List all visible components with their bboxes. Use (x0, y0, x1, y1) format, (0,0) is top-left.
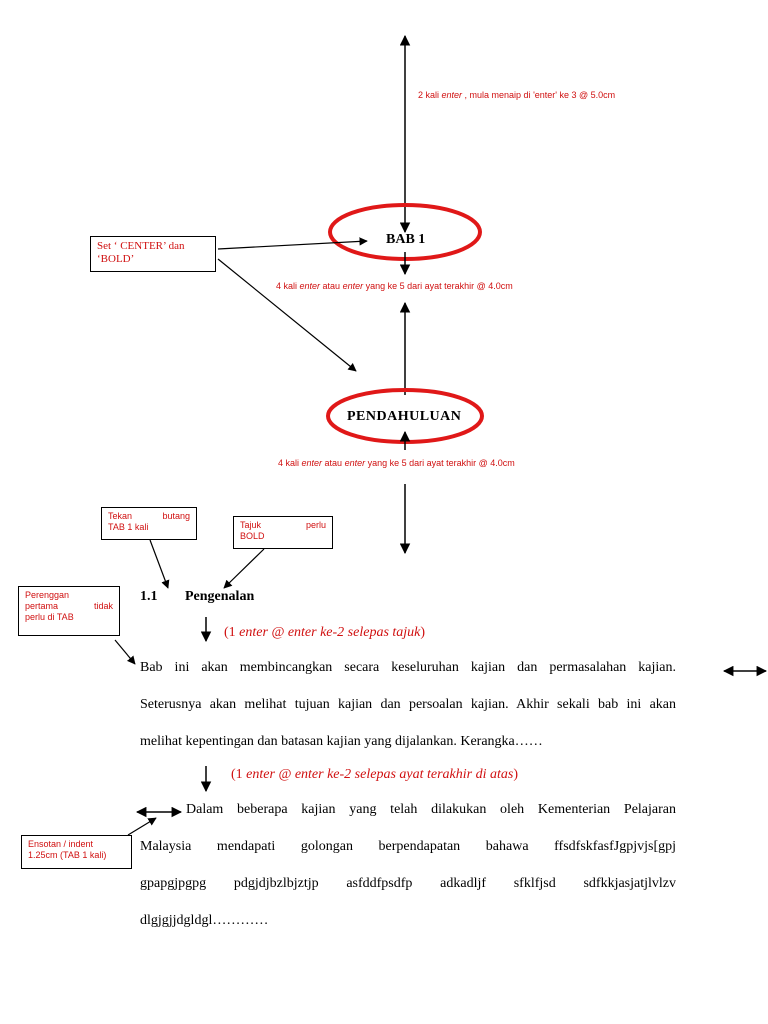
indent-box-line1: Ensotan / indent (28, 839, 94, 849)
bold-box-arrow (224, 549, 264, 588)
paragraph-2-line: Dalam beberapa kajian yang telah dilakukan oleh Kementerian Pelajaran (186, 802, 676, 817)
note-bab-middle: atau (320, 281, 343, 291)
bold-instruction-box (233, 516, 333, 549)
note-title-middle: atau (322, 458, 345, 468)
paragraph-1-line: Seterusnya akan melihat tujuan kajian dan persoalan kajian. Akhir sekali bab ini akan (140, 697, 676, 712)
first-para-box-line2: pertama tidak (25, 601, 113, 611)
top-margin-note (418, 90, 615, 100)
center-bold-box (90, 236, 216, 272)
note-title-italic2: enter (344, 458, 366, 468)
instr2-open: (1 (231, 767, 247, 782)
section-number: 1.1 (140, 589, 158, 604)
note-bab-italic1: enter (299, 281, 321, 291)
tab-box-arrow (150, 540, 168, 588)
note-bab-prefix: 4 kali (276, 281, 300, 291)
section-title: Pengenalan (185, 589, 255, 604)
paragraph-2-line: gpapgjpgpg pdgjdjbzlbjztjp asfddfpsdfp adkadljf sfklfjsd sdfkkjasjatjlvlzv (140, 876, 676, 891)
note-title-suffix: yang ke 5 dari ayat terakhir @ 4.0cm (365, 458, 515, 468)
first-para-box-arrow (115, 640, 135, 664)
paragraph-1-line: melihat kepentingan dan batasan kajian yang dijalankan. Kerangka…… (140, 734, 543, 749)
paragraph-1 (140, 649, 676, 760)
tab-instruction-box (101, 507, 197, 540)
top-note-prefix: 2 kali (418, 90, 442, 100)
first-para-box-line1: Perenggan (25, 590, 70, 600)
instruction-after-paragraph (231, 767, 518, 783)
paragraph-2 (140, 791, 676, 939)
paragraph-1-line: Bab ini akan membincangkan secara keseluruhan kajian dan permasalahan kajian. (140, 660, 676, 675)
top-note-italic: enter (441, 90, 463, 100)
first-paragraph-box (18, 586, 120, 636)
note-bab-italic2: enter (342, 281, 364, 291)
indent-box-line2: 1.25cm (TAB 1 kali) (28, 850, 107, 860)
instr1-open: (1 (224, 625, 240, 640)
center-bold-box-line2: ‘BOLD’ (97, 253, 135, 265)
instr1-close: ) (420, 625, 426, 640)
instruction-after-heading (224, 625, 425, 641)
center-bold-box-line1: Set ‘ CENTER’ dan (97, 240, 185, 252)
note-title-italic1: enter (301, 458, 323, 468)
bold-box-line2: BOLD (240, 531, 265, 541)
tab-box-line2: TAB 1 kali (108, 522, 149, 532)
first-para-box-line3: perlu di TAB (25, 612, 74, 622)
note-bab-suffix: yang ke 5 dari ayat terakhir @ 4.0cm (363, 281, 513, 291)
chapter-heading: BAB 1 (386, 232, 426, 247)
bold-box-line1: Tajuk perlu (240, 520, 326, 530)
instr1-italic: enter @ enter ke-2 selepas tajuk (239, 625, 421, 640)
instr2-italic: enter @ enter ke-2 selepas ayat terakhir di atas (246, 767, 514, 782)
top-note-suffix: , mula menaip di 'enter' ke 3 @ 5.0cm (462, 90, 616, 100)
paragraph-2-line: dlgjgjjdgldgl………… (140, 913, 269, 928)
center-box-arrow-pend (218, 259, 356, 371)
instr2-close: ) (513, 767, 518, 782)
title-heading: PENDAHULUAN (347, 409, 462, 424)
paragraph-2-line: Malaysia mendapati golongan berpendapatan bahawa ffsdfskfasfJgpjvjs[gpj (140, 839, 676, 854)
indent-instruction-box (21, 835, 132, 869)
note-after-title (278, 458, 515, 468)
note-title-prefix: 4 kali (278, 458, 302, 468)
note-after-chapter (276, 281, 513, 291)
tab-box-line1: Tekan butang (108, 511, 190, 521)
